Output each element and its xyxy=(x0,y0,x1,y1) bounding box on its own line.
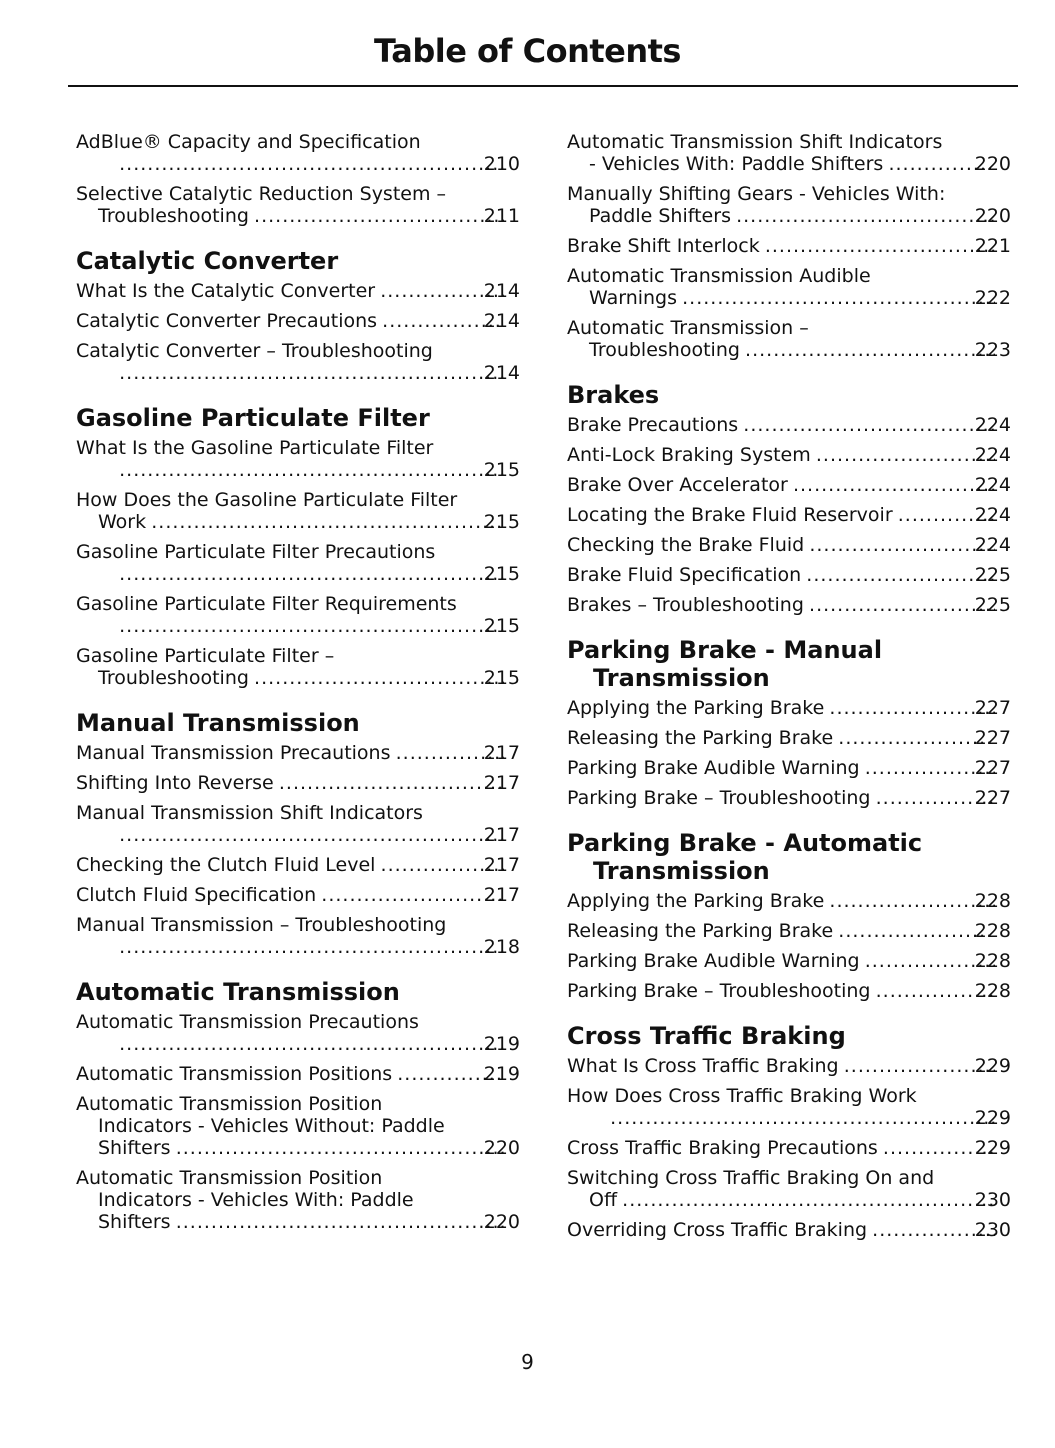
dot-leader xyxy=(807,564,995,586)
toc-entry[interactable] xyxy=(76,772,520,794)
toc-entry-title-cont: Warnings xyxy=(589,287,678,309)
toc-entry[interactable] xyxy=(567,757,1011,779)
dot-leader xyxy=(152,511,504,533)
toc-entry-title: Automatic Transmission Position xyxy=(76,1167,383,1189)
toc-section-continued xyxy=(76,131,520,227)
toc-entry-title: Selective Catalytic Reduction System – xyxy=(76,183,447,205)
toc-page-number: 219 xyxy=(483,1033,520,1055)
toc-entry[interactable] xyxy=(76,310,520,332)
toc-page-number: 227 xyxy=(974,787,1011,809)
toc-entry-title: Automatic Transmission Positions xyxy=(76,1063,393,1085)
toc-page-number: 229 xyxy=(974,1137,1011,1159)
toc-page-number: 215 xyxy=(483,563,520,585)
section-heading: Manual Transmission xyxy=(76,709,360,737)
toc-entry-title: Switching Cross Traffic Braking On and xyxy=(567,1167,935,1189)
toc-entry-title: Catalytic Converter Precautions xyxy=(76,310,378,332)
toc-entry[interactable] xyxy=(567,787,1011,809)
toc-entry[interactable] xyxy=(76,742,520,764)
toc-entry-title-cont: Troubleshooting xyxy=(98,205,249,227)
toc-page-number: 214 xyxy=(483,280,520,302)
toc-page-number: 217 xyxy=(483,742,520,764)
toc-left-column xyxy=(76,131,520,1253)
toc-entry-title: Locating the Brake Fluid Reservoir xyxy=(567,504,893,526)
toc-section-gasoline-particulate-filter xyxy=(76,404,520,689)
dot-leader xyxy=(120,563,504,585)
toc-entry-title: Parking Brake Audible Warning xyxy=(567,757,860,779)
toc-section-brakes xyxy=(567,381,1011,616)
dot-leader xyxy=(255,205,504,227)
section-heading: Parking Brake - Automatic Transmission xyxy=(567,829,923,885)
toc-entry[interactable] xyxy=(76,1063,520,1085)
toc-page-number: 221 xyxy=(974,235,1011,257)
toc-page-number: 225 xyxy=(974,564,1011,586)
toc-section-automatic-transmission xyxy=(76,978,520,1233)
toc-right-column xyxy=(567,131,1011,1261)
dot-leader xyxy=(120,362,504,384)
toc-page-number: 228 xyxy=(974,890,1011,912)
toc-page-number: 217 xyxy=(483,854,520,876)
toc-entry-title: Catalytic Converter – Troubleshooting xyxy=(76,340,433,362)
dot-leader xyxy=(120,615,504,637)
dot-leader xyxy=(839,920,995,942)
dot-leader xyxy=(322,884,504,906)
toc-section-continued xyxy=(567,131,1011,361)
toc-page-number: 220 xyxy=(974,153,1011,175)
dot-leader xyxy=(830,697,994,719)
toc-section-parking-brake-manual-transmission xyxy=(567,636,1011,809)
toc-entry-title: Brake Fluid Specification xyxy=(567,564,802,586)
toc-entry-title: Checking the Brake Fluid xyxy=(567,534,805,556)
toc-entry[interactable] xyxy=(76,1011,520,1055)
toc-entry-title: Checking the Clutch Fluid Level xyxy=(76,854,376,876)
toc-page-number: 215 xyxy=(483,459,520,481)
toc-entry[interactable] xyxy=(76,541,520,585)
toc-section-manual-transmission xyxy=(76,709,520,958)
toc-entry[interactable] xyxy=(76,854,520,876)
toc-page-number: 229 xyxy=(974,1055,1011,1077)
toc-page-number: 230 xyxy=(974,1219,1011,1241)
toc-entry-title: Automatic Transmission – xyxy=(567,317,809,339)
toc-page-number: 217 xyxy=(483,884,520,906)
section-heading: Cross Traffic Braking xyxy=(567,1022,846,1050)
toc-page-number: 220 xyxy=(483,1211,520,1233)
toc-entry[interactable] xyxy=(567,594,1011,616)
toc-entry[interactable] xyxy=(567,131,1011,175)
dot-leader xyxy=(810,594,995,616)
dot-leader xyxy=(611,1107,995,1129)
dot-leader xyxy=(744,414,995,436)
toc-entry-title: How Does the Gasoline Particulate Filter xyxy=(76,489,458,511)
toc-page-number: 230 xyxy=(974,1189,1011,1211)
toc-page-number: 227 xyxy=(974,697,1011,719)
dot-leader xyxy=(177,1211,504,1233)
toc-page-number: 228 xyxy=(974,920,1011,942)
toc-page-number: 211 xyxy=(483,205,520,227)
dot-leader xyxy=(839,727,995,749)
toc-entry-title: Overriding Cross Traffic Braking xyxy=(567,1219,868,1241)
toc-entry-title: Releasing the Parking Brake xyxy=(567,727,834,749)
toc-entry-title: Clutch Fluid Specification xyxy=(76,884,317,906)
title-divider xyxy=(68,85,1018,87)
toc-entry-title-cont: Indicators - Vehicles With: Paddle xyxy=(98,1189,414,1211)
toc-entry-title-cont: Shifters xyxy=(98,1211,171,1233)
dot-leader xyxy=(623,1189,995,1211)
toc-entry-title: Manual Transmission Precautions xyxy=(76,742,391,764)
toc-entry[interactable] xyxy=(76,131,520,175)
toc-entry[interactable] xyxy=(76,1167,520,1233)
dot-leader xyxy=(683,287,995,309)
toc-entry[interactable] xyxy=(567,444,1011,466)
section-heading: Automatic Transmission xyxy=(76,978,400,1006)
toc-page-number: 210 xyxy=(483,153,520,175)
toc-page-number: 224 xyxy=(974,444,1011,466)
page-number: 9 xyxy=(521,1350,534,1374)
toc-entry[interactable] xyxy=(567,474,1011,496)
toc-page-number: 215 xyxy=(483,615,520,637)
dot-leader xyxy=(177,1137,504,1159)
toc-entry-title: What Is the Gasoline Particulate Filter xyxy=(76,437,434,459)
section-heading: Catalytic Converter xyxy=(76,247,339,275)
toc-page-number: 220 xyxy=(483,1137,520,1159)
page-title: Table of Contents xyxy=(374,32,681,70)
toc-entry-title-cont: Shifters xyxy=(98,1137,171,1159)
toc-entry-title-cont: - Vehicles With: Paddle Shifters xyxy=(589,153,884,175)
toc-page-number: 215 xyxy=(483,511,520,533)
toc-entry-title: Manual Transmission – Troubleshooting xyxy=(76,914,447,936)
toc-entry-title: Cross Traffic Braking Precautions xyxy=(567,1137,878,1159)
toc-entry-title: Manually Shifting Gears - Vehicles With: xyxy=(567,183,946,205)
toc-page-number: 215 xyxy=(483,667,520,689)
section-heading: Gasoline Particulate Filter xyxy=(76,404,430,432)
toc-entry-title: Gasoline Particulate Filter Precautions xyxy=(76,541,436,563)
toc-page-number: 224 xyxy=(974,534,1011,556)
toc-entry-title: Automatic Transmission Precautions xyxy=(76,1011,419,1033)
toc-page-number: 217 xyxy=(483,824,520,846)
toc-page-number: 224 xyxy=(974,474,1011,496)
section-heading: Brakes xyxy=(567,381,660,409)
toc-entry[interactable] xyxy=(76,437,520,481)
dot-leader xyxy=(845,1055,995,1077)
toc-entry-title: How Does Cross Traffic Braking Work xyxy=(567,1085,917,1107)
toc-entry[interactable] xyxy=(567,980,1011,1002)
dot-leader xyxy=(120,1033,504,1055)
toc-entry-title: Brake Precautions xyxy=(567,414,739,436)
toc-entry[interactable] xyxy=(76,1093,520,1159)
toc-entry-title: Parking Brake – Troubleshooting xyxy=(567,787,871,809)
toc-page-number: 218 xyxy=(483,936,520,958)
section-heading: Parking Brake - Manual Transmission xyxy=(567,636,883,692)
toc-entry[interactable] xyxy=(567,235,1011,257)
toc-entry-title: Manual Transmission Shift Indicators xyxy=(76,802,423,824)
toc-entry[interactable] xyxy=(567,564,1011,586)
dot-leader xyxy=(737,205,995,227)
toc-page-number: 228 xyxy=(974,950,1011,972)
toc-entry-title: Brakes – Troubleshooting xyxy=(567,594,804,616)
dot-leader xyxy=(280,772,504,794)
toc-entry-title: Applying the Parking Brake xyxy=(567,697,825,719)
toc-entry[interactable] xyxy=(76,489,520,533)
toc-entry[interactable] xyxy=(567,504,1011,526)
toc-page-number: 217 xyxy=(483,772,520,794)
toc-entry-title: Parking Brake – Troubleshooting xyxy=(567,980,871,1002)
dot-leader xyxy=(766,235,995,257)
dot-leader xyxy=(830,890,994,912)
toc-entry-title: Shifting Into Reverse xyxy=(76,772,274,794)
dot-leader xyxy=(120,824,504,846)
toc-entry-title: Gasoline Particulate Filter – xyxy=(76,645,335,667)
toc-entry[interactable] xyxy=(567,265,1011,309)
toc-entry-title-cont: Work xyxy=(98,511,147,533)
toc-page-number: 214 xyxy=(483,362,520,384)
toc-entry-title: Automatic Transmission Audible xyxy=(567,265,871,287)
toc-section-cross-traffic-braking xyxy=(567,1022,1011,1241)
toc-entry[interactable] xyxy=(76,884,520,906)
toc-page-number: 227 xyxy=(974,757,1011,779)
toc-page-number: 223 xyxy=(974,339,1011,361)
toc-page-number: 224 xyxy=(974,504,1011,526)
toc-entry[interactable] xyxy=(567,890,1011,912)
toc-entry[interactable] xyxy=(567,1167,1011,1211)
toc-entry[interactable] xyxy=(76,802,520,846)
toc-page-number: 219 xyxy=(483,1063,520,1085)
toc-entry[interactable] xyxy=(567,414,1011,436)
dot-leader xyxy=(255,667,504,689)
toc-entry-title-cont: Troubleshooting xyxy=(589,339,740,361)
toc-entry-title-cont: Indicators - Vehicles Without: Paddle xyxy=(98,1115,445,1137)
toc-page-number: 224 xyxy=(974,414,1011,436)
toc-entry[interactable] xyxy=(567,697,1011,719)
toc-entry-title-cont: Troubleshooting xyxy=(98,667,249,689)
toc-entry-title-cont: Paddle Shifters xyxy=(589,205,731,227)
toc-entry-title: What Is the Catalytic Converter xyxy=(76,280,376,302)
toc-entry-title: Brake Shift Interlock xyxy=(567,235,760,257)
toc-entry[interactable] xyxy=(567,317,1011,361)
toc-entry[interactable] xyxy=(567,183,1011,227)
toc-entry[interactable] xyxy=(567,1137,1011,1159)
toc-page-number: 225 xyxy=(974,594,1011,616)
toc-entry-title: Parking Brake Audible Warning xyxy=(567,950,860,972)
toc-entry-title: Applying the Parking Brake xyxy=(567,890,825,912)
toc-section-catalytic-converter xyxy=(76,247,520,384)
toc-entry[interactable] xyxy=(567,534,1011,556)
toc-page-number: 214 xyxy=(483,310,520,332)
dot-leader xyxy=(810,534,995,556)
toc-page-number: 220 xyxy=(974,205,1011,227)
toc-page-number: 228 xyxy=(974,980,1011,1002)
dot-leader xyxy=(794,474,995,496)
toc-entry[interactable] xyxy=(76,593,520,637)
toc-entry-title: What Is Cross Traffic Braking xyxy=(567,1055,839,1077)
toc-entry[interactable] xyxy=(76,914,520,958)
toc-entry[interactable] xyxy=(567,727,1011,749)
toc-entry[interactable] xyxy=(76,645,520,689)
toc-entry[interactable] xyxy=(567,1085,1011,1129)
toc-entry-title: Brake Over Accelerator xyxy=(567,474,788,496)
toc-entry[interactable] xyxy=(567,1219,1011,1241)
dot-leader xyxy=(120,459,504,481)
toc-entry[interactable] xyxy=(76,183,520,227)
toc-entry[interactable] xyxy=(76,340,520,384)
toc-entry-title: Releasing the Parking Brake xyxy=(567,920,834,942)
toc-entry[interactable] xyxy=(76,280,520,302)
toc-entry[interactable] xyxy=(567,920,1011,942)
dot-leader xyxy=(746,339,995,361)
toc-entry-title: AdBlue® Capacity and Specification xyxy=(76,131,421,153)
dot-leader xyxy=(817,444,995,466)
toc-entry-title: Automatic Transmission Shift Indicators xyxy=(567,131,943,153)
toc-page-number: 227 xyxy=(974,727,1011,749)
dot-leader xyxy=(120,936,504,958)
toc-entry-title-cont: Off xyxy=(589,1189,618,1211)
toc-page-number: 222 xyxy=(974,287,1011,309)
dot-leader xyxy=(120,153,504,175)
toc-entry[interactable] xyxy=(567,950,1011,972)
toc-page-number: 229 xyxy=(974,1107,1011,1129)
toc-section-parking-brake-automatic-transmission xyxy=(567,829,1011,1002)
toc-entry[interactable] xyxy=(567,1055,1011,1077)
toc-entry-title: Gasoline Particulate Filter Requirements xyxy=(76,593,457,615)
toc-entry-title: Automatic Transmission Position xyxy=(76,1093,383,1115)
toc-entry-title: Anti-Lock Braking System xyxy=(567,444,811,466)
